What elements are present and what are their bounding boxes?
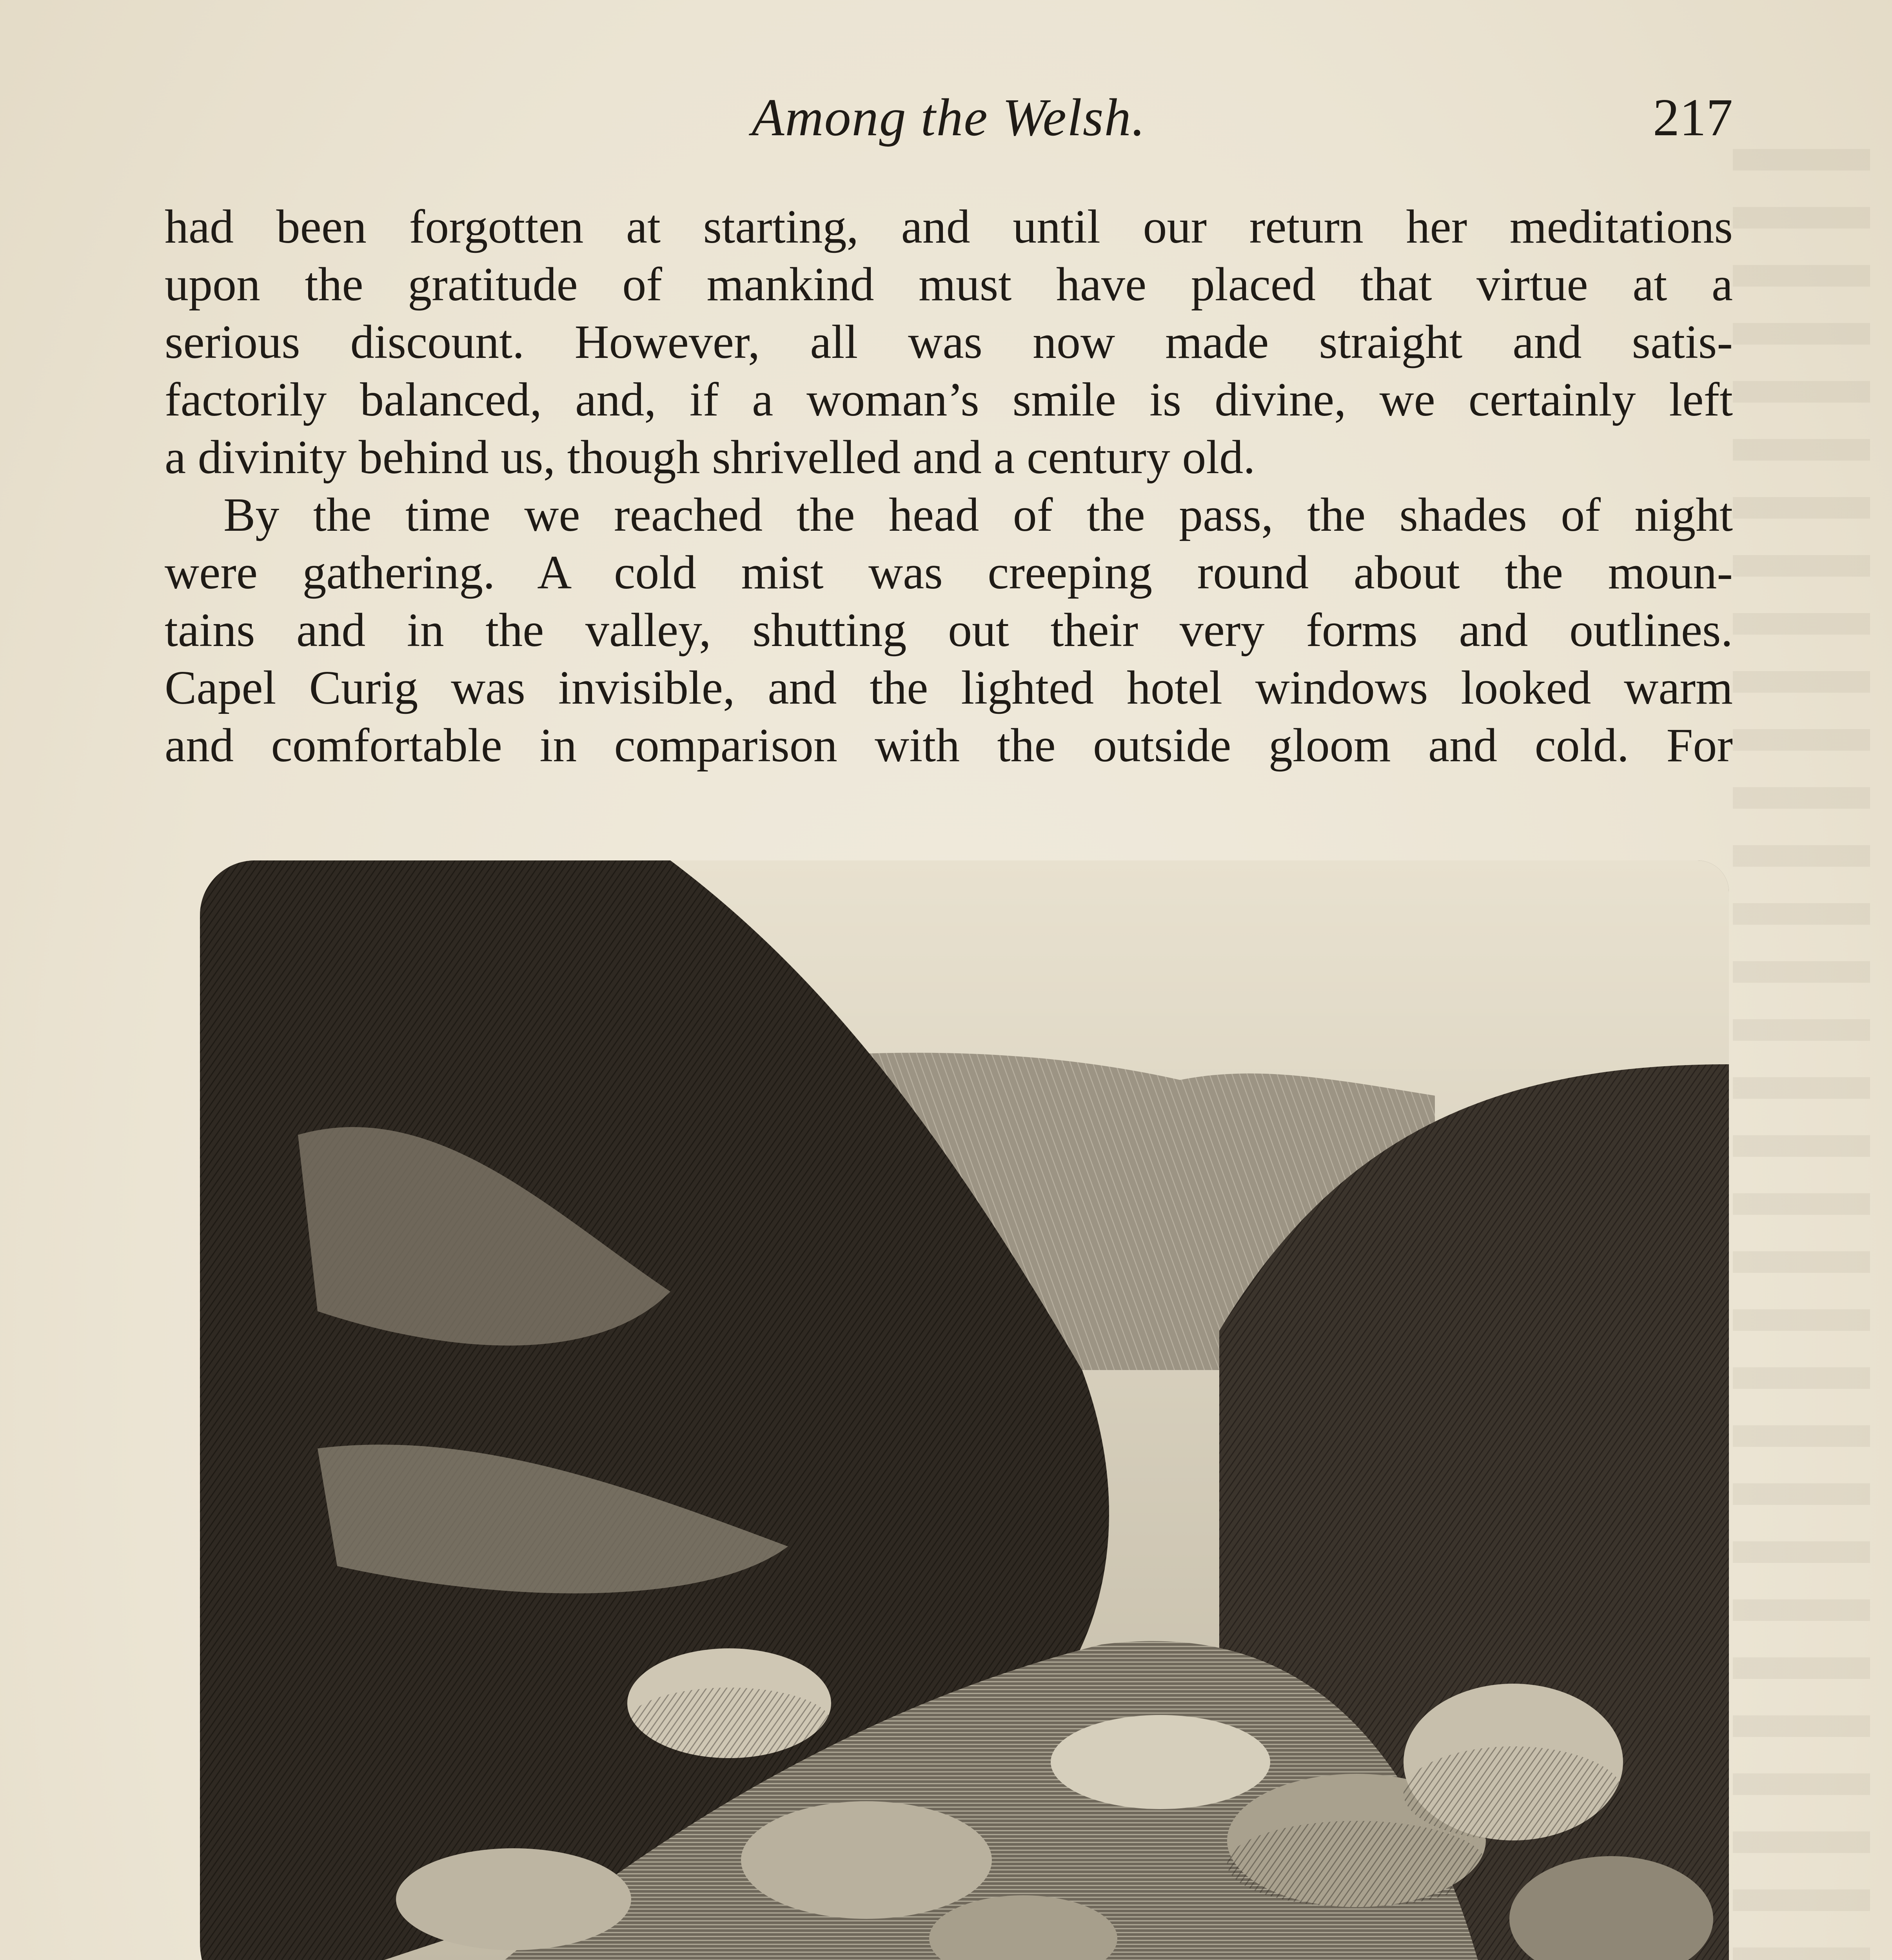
text-line: factorily balanced, and, if a woman’s smile is divine, we certainly left bbox=[165, 373, 1733, 426]
page-header bbox=[165, 84, 1733, 151]
text-block-top bbox=[165, 198, 1733, 774]
page-number: 217 bbox=[1653, 88, 1733, 147]
text-line: had been forgotten at starting, and until our return her meditations bbox=[165, 200, 1733, 253]
paragraph-forgotten bbox=[165, 198, 1733, 486]
running-title: Among the Welsh. bbox=[752, 88, 1146, 147]
text-line: tains and in the valley, shutting out their very forms and outlines. bbox=[165, 604, 1733, 657]
text-line: a divinity behind us, though shrivelled and a century old. bbox=[165, 431, 1255, 484]
text-line: By the time we reached the head of the pass, the shades of night bbox=[223, 488, 1733, 541]
text-line: and comfortable in comparison with the outside gloom and cold. For bbox=[165, 719, 1733, 772]
text-line: Capel Curig was invisible, and the lighted hotel windows looked warm bbox=[165, 661, 1733, 714]
bleed-through-shadow bbox=[1733, 149, 1870, 1960]
text-line: were gathering. A cold mist was creeping round about the moun- bbox=[165, 546, 1733, 599]
paragraph-head-of-pass bbox=[165, 486, 1733, 774]
text-line: upon the gratitude of mankind must have placed that virtue at a bbox=[165, 258, 1733, 311]
text-line: serious discount. However, all was now made straight and satis- bbox=[165, 316, 1733, 368]
engraving-illustration bbox=[200, 860, 1729, 1960]
